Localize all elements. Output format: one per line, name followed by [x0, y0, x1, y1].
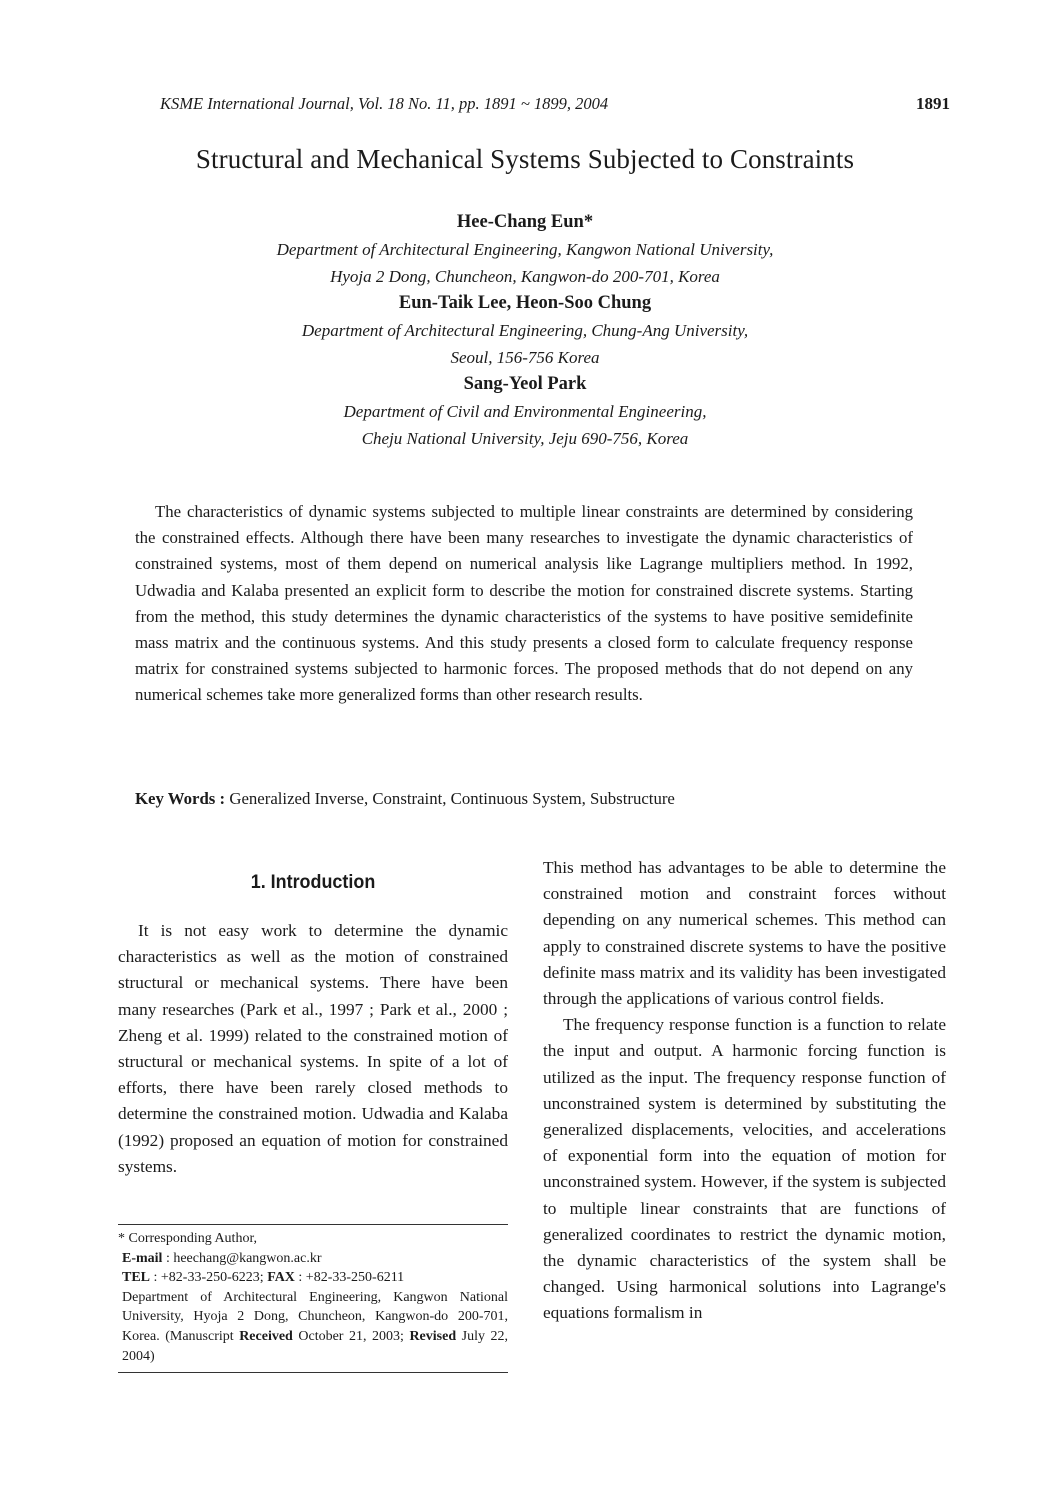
abstract: The characteristics of dynamic systems subjected to multiple linear constraints are determined by considering the constrained effects. Although there have been many researches to investigate the dynamic characteristics of constrained systems, most of them depend on numerical analysis like Lagrange multipliers method. In 1992, Udwadia and Kalaba presented an explicit form to describe the motion for constrained discrete systems. Starting from the method, this study determines the dynamic characteristics of the systems to have positive semidefinite mass matrix and the continuous systems. And this study presents a closed form to calculate frequency response matrix for constrained systems subjected to harmonic forces. The proposed methods that do not depend on any numerical schemes take more generalized forms than other research results.	[135, 502, 913, 705]
email-value: : heechang@kangwon.ac.kr	[162, 1250, 322, 1266]
tel-label: TEL	[122, 1270, 151, 1286]
author-name: Hee-Chang Eun*	[456, 212, 594, 232]
body-paragraph: The frequency response function is a function to relate the input and output. A harmonic forcing function is utilized as the input. The frequency response function of unconstrained system is determined by substituting the generalized displacements, velocities, and accelerations of exponential form into the equation of motion for unconstrained system. However, if the system is subjected to multiple linear constraints that are functions of generalized coordinates to restrict the dynamic motion, the dynamic characteristics of the system shall be changed. Using harmonical solutions into Lagrange's equations formalism in	[543, 1015, 946, 1323]
author-block	[100, 209, 950, 452]
received-label: Received	[239, 1328, 293, 1344]
footnote-corresponding: * Corresponding Author,	[118, 1231, 258, 1246]
footnote-department	[118, 1288, 508, 1366]
fax-label: FAX	[267, 1270, 295, 1286]
footnote-phone	[118, 1268, 508, 1288]
received-date: October 21, 2003;	[292, 1328, 410, 1344]
revised-label: Revised	[409, 1328, 457, 1344]
author-name: Eun-Taik Lee, Heon-Soo Chung	[398, 293, 652, 313]
footnote-email	[118, 1249, 508, 1269]
intro-paragraph: It is not easy work to determine the dynamic characteristics as well as the motion of constrained structural or mechanical systems. There have been many researches (Park et al., 1997 ; Park et al., 2000 ; Zheng et al. 1999) related to the constrained motion of structural or mechanical systems. In spite of a lot of efforts, there have been rarely closed methods to determine the constrained motion. Udwadia and Kalaba (1992) proposed an equation of motion for constrained systems.	[118, 921, 508, 1176]
journal-citation: KSME International Journal, Vol. 18 No. 11, pp. 1891 ~ 1899, 2004	[160, 94, 609, 113]
page-number: 1891	[916, 94, 950, 113]
keywords	[135, 789, 935, 809]
author-affiliation-line: Department of Civil and Environmental Engineering,	[343, 402, 707, 421]
keywords-text: Generalized Inverse, Constraint, Continuous System, Substructure	[229, 789, 675, 808]
left-column	[118, 862, 508, 1180]
author-affiliation-line: Department of Architectural Engineering, Kangwon National University,	[276, 240, 774, 259]
footnote-bottom-rule	[118, 1372, 508, 1373]
section-heading: 1. Introduction	[250, 871, 376, 893]
author-affiliation-line: Department of Architectural Engineering, Chung-Ang University,	[301, 321, 749, 340]
email-label: E-mail	[122, 1250, 163, 1266]
author-name: Sang-Yeol Park	[463, 374, 587, 394]
right-column	[543, 855, 946, 1327]
author-affiliation-line: Hyoja 2 Dong, Chuncheon, Kangwon-do 200-701, Korea	[330, 267, 720, 286]
footnote	[118, 1224, 508, 1366]
tel-value: : +82-33-250-6223;	[150, 1270, 268, 1286]
running-header	[160, 94, 950, 118]
department-text: Department of Architectural Engineering, Kangwon National University, Hyoja 2 Dong, Chuncheon, Kangwon-do 200-701, Korea. (Manuscript	[122, 1289, 508, 1344]
author-affiliation-line: Seoul, 156-756 Korea	[450, 348, 600, 367]
paper-title: Structural and Mechanical Systems Subjected to Constraints	[195, 144, 855, 174]
revised-date: July 22, 2004)	[122, 1328, 508, 1364]
body-paragraph: This method has advantages to be able to determine the constrained motion and constraint forces without depending on any numerical schemes. This method can apply to constrained discrete systems to have the positive definite mass matrix and its validity has been investigated through the applications of various control fields.	[543, 858, 946, 1009]
author-affiliation-line: Cheju National University, Jeju 690-756, Korea	[361, 429, 689, 448]
keywords-label: Key Words :	[135, 789, 226, 808]
fax-value: : +82-33-250-6211	[294, 1270, 405, 1286]
